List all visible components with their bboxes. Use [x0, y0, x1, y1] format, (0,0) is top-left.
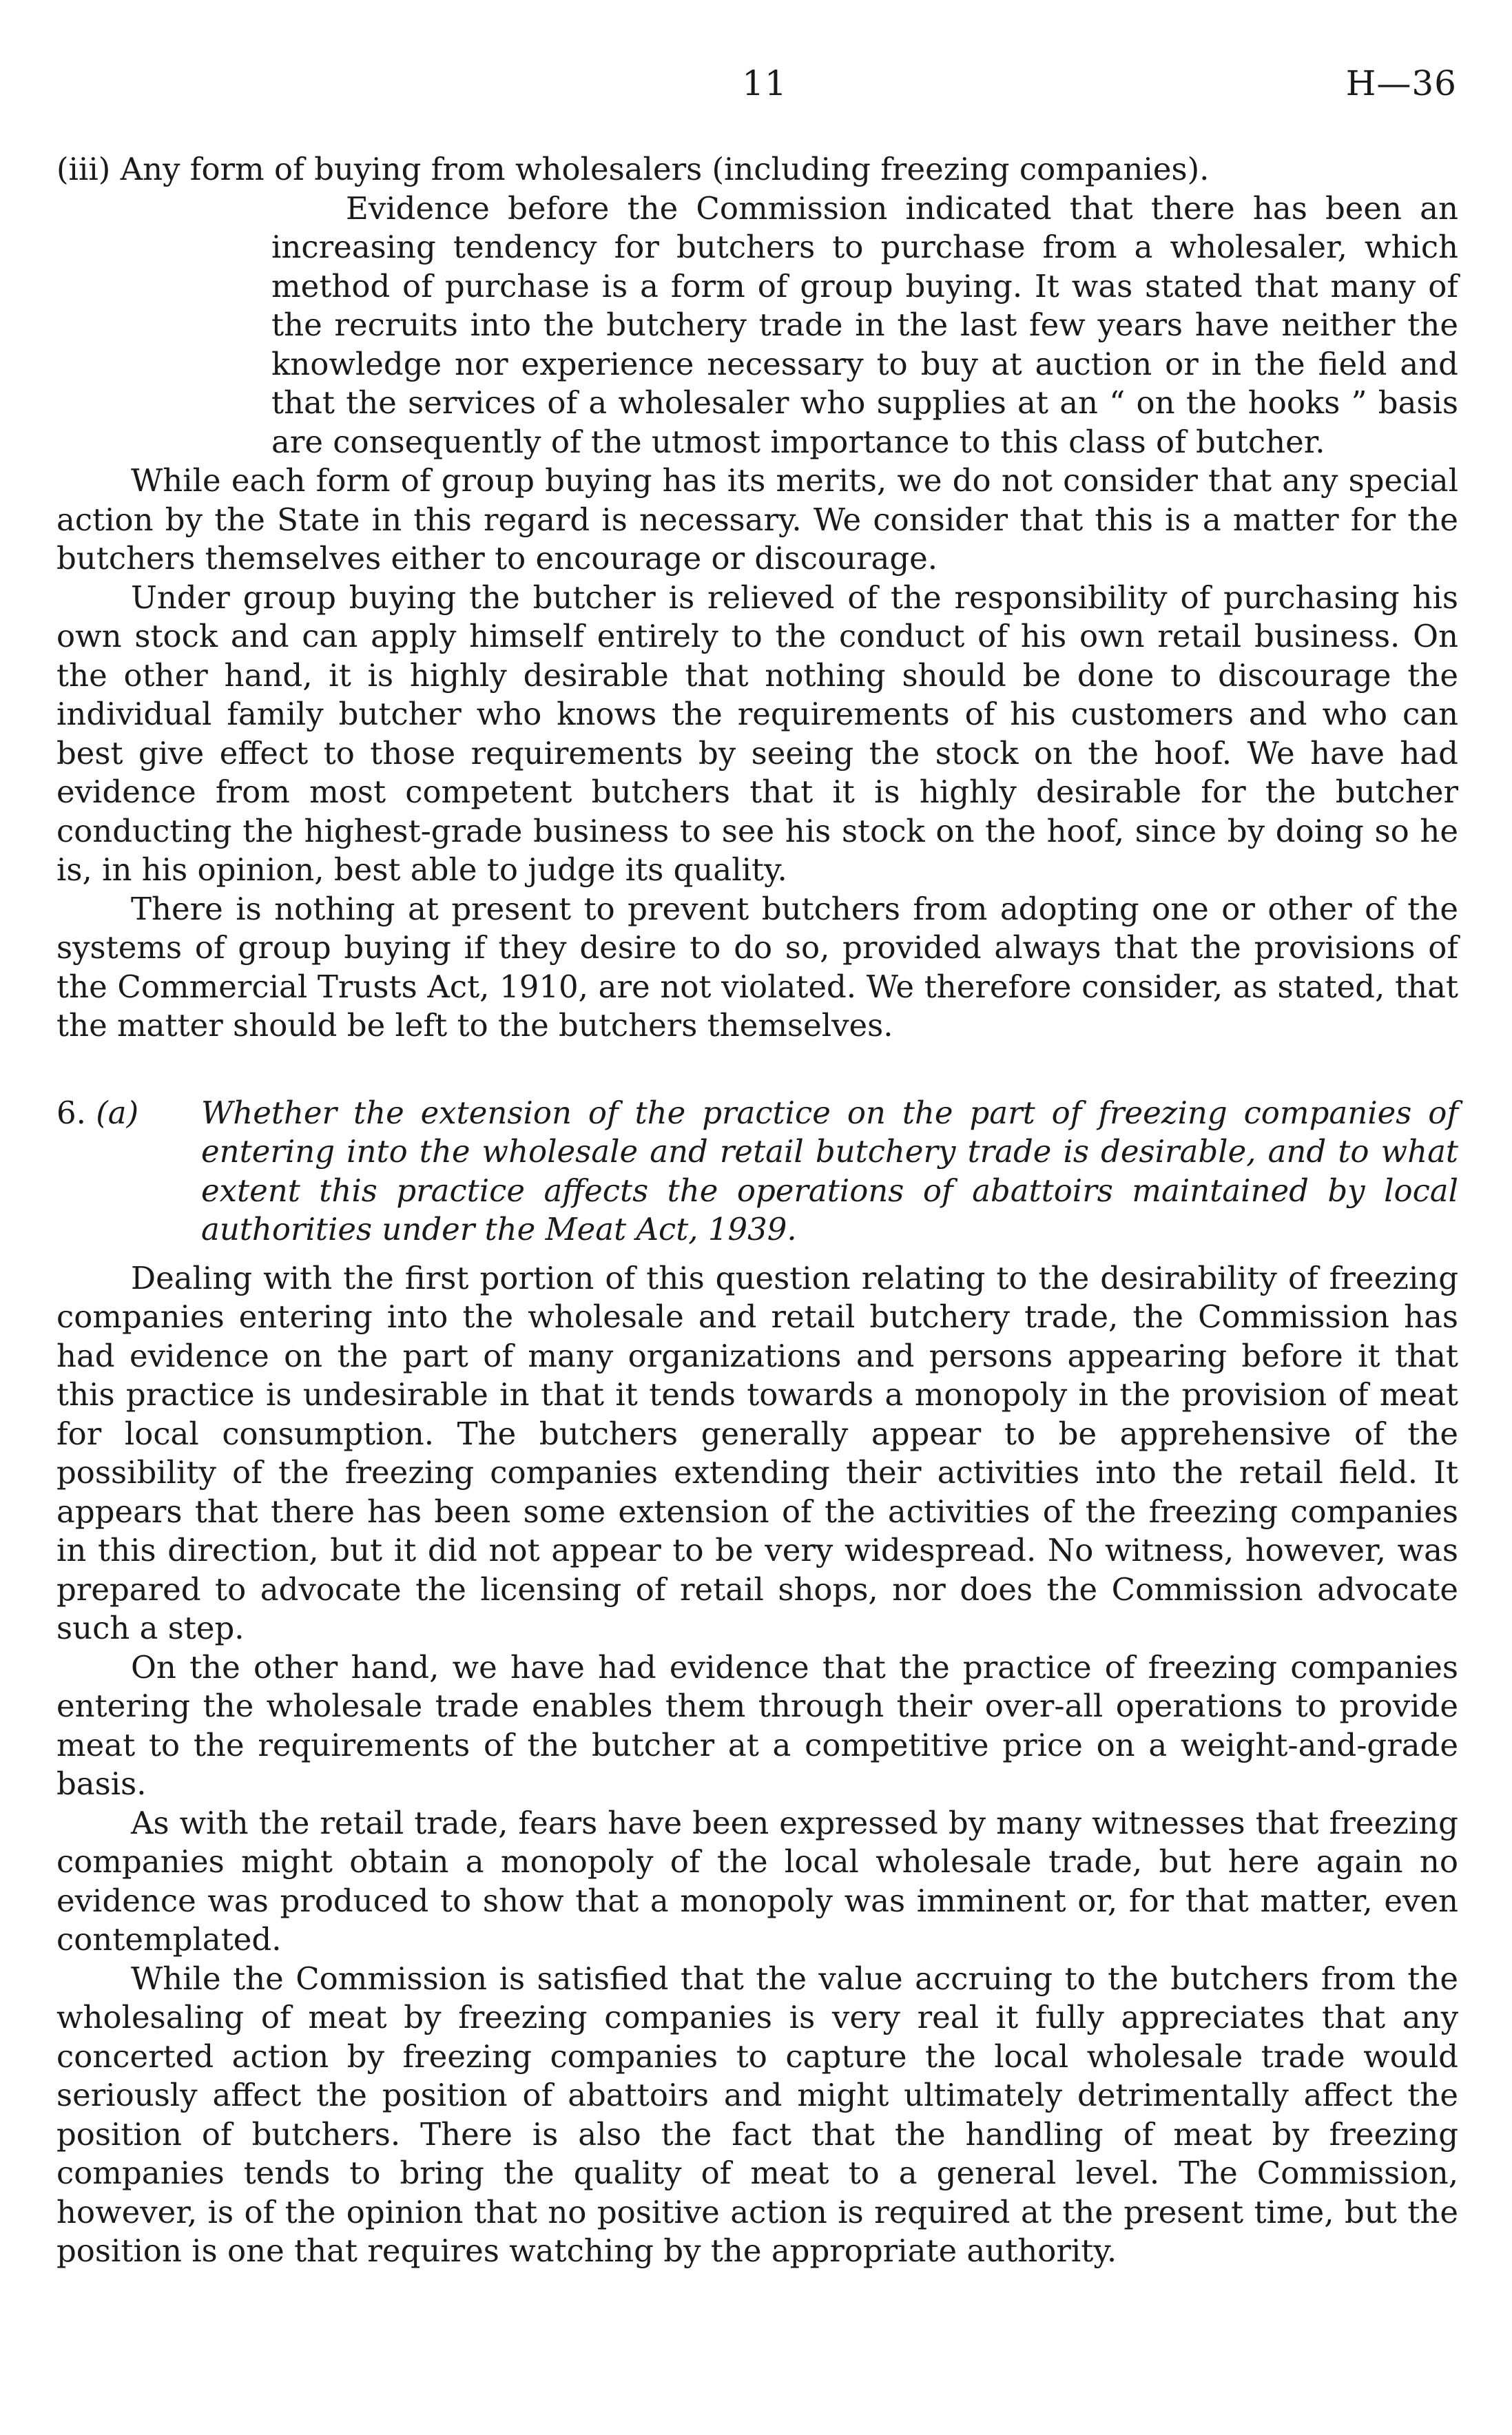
- body-text: [56, 150, 1458, 2271]
- page-number: 11: [742, 63, 787, 103]
- paragraph-6a-1: Dealing with the first portion of this question relating to the desirability of freezing companies entering into the wholesale and retail butchery trade, the Commission has had evidence on the part of many organizations and persons appearing before it that this practice is undesirable in that it tends towards a monopoly in the provision of meat for local consumption. The butchers generally appear to be apprehensive of the possibility of the freezing companies extending their activities into the retail field. It appears that there has been some extension of the activities of the freezing companies in this direction, but it did not appear to be very widespread. No witness, however, was prepared to advocate the licensing of retail shops, nor does the Commission advocate such a step.: [56, 1259, 1458, 1646]
- paragraph-group-buying-1: While each form of group buying has its merits, we do not consider that any special action by the State in this regard is necessary. We consider that this is a matter for the butchers themselves either to encourage or discourage.: [56, 462, 1458, 577]
- question-text: Whether the extension of the practice on the part of freezing companies of entering into the wholesale and retail butchery trade is desirable, and to what extent this practice affects the operations of abattoirs maintained by local authorities under the Meat Act, 1939.: [201, 1094, 1458, 1247]
- paragraph-group-buying-3: There is nothing at present to prevent butchers from adopting one or other of the systems of group buying if they desire to do so, provided always that the provisions of the Commercial Trusts Act, 1910, are not violated. We therefore consider, as stated, that the matter should be left to the butchers themselves.: [56, 890, 1458, 1044]
- paragraph-6a-4: While the Commission is satisfied that the value accruing to the butchers from the wholesaling of meat by freezing companies is very real it fully appreciates that any concerted action by freezing companies to capture the local wholesale trade would seriously affect the position of abattoirs and might ultimately detrimentally affect the position of butchers. There is also the fact that the handling of meat by freezing companies tends to bring the quality of meat to a general level. The Commission, however, is of the opinion that no positive action is required at the present time, but the position is one that requires watching by the appropriate authority.: [56, 1960, 1458, 2269]
- paragraph-6a-2: On the other hand, we have had evidence that the practice of freezing companies entering the wholesale trade enables them through their over-all operations to provide meat to the requirements of the butcher at a competitive price on a weight-and-grade basis.: [56, 1648, 1458, 1802]
- paragraph-group-buying-2: Under group buying the butcher is relieved of the responsibility of purchasing his own stock and can apply himself entirely to the conduct of his own retail business. On the other hand, it is highly desirable that nothing should be done to discourage the individual family butcher who knows the requirements of his customers and who can best give effect to those requirements by seeing the stock on the hoof. We have had evidence from most competent butchers that it is highly desirable for the butcher conducting the highest-grade business to see his stock on the hoof, since by doing so he is, in his opinion, best able to judge its quality.: [56, 579, 1458, 888]
- paragraph-6a-3: As with the retail trade, fears have been expressed by many witnesses that freezing companies might obtain a monopoly of the local wholesale trade, but here again no evidence was produced to show that a monopoly was imminent or, for that matter, even contemplated.: [56, 1804, 1458, 1958]
- document-code: H—36: [1345, 63, 1457, 103]
- section-iii-block: [271, 189, 1458, 462]
- question-6a: [56, 1094, 1458, 1250]
- section-iii-heading: (iii) Any form of buying from wholesalers (including freezing companies).: [56, 151, 1210, 187]
- section-iii-paragraph: Evidence before the Commission indicated that there has been an increasing tendency for butchers to purchase from a wholesaler, which method of purchase is a form of group buying. It was stated that many of the recruits into the butchery trade in the last few years have neither the knowledge nor experience necessary to buy at auction or in the field and that the services of a wholesaler who supplies at an “ on the hooks ” basis are consequently of the utmost importance to this class of butcher.: [271, 189, 1458, 460]
- question-number: [56, 1094, 201, 1133]
- question-letter: (a): [96, 1094, 139, 1131]
- question-number-digit: 6.: [56, 1094, 86, 1131]
